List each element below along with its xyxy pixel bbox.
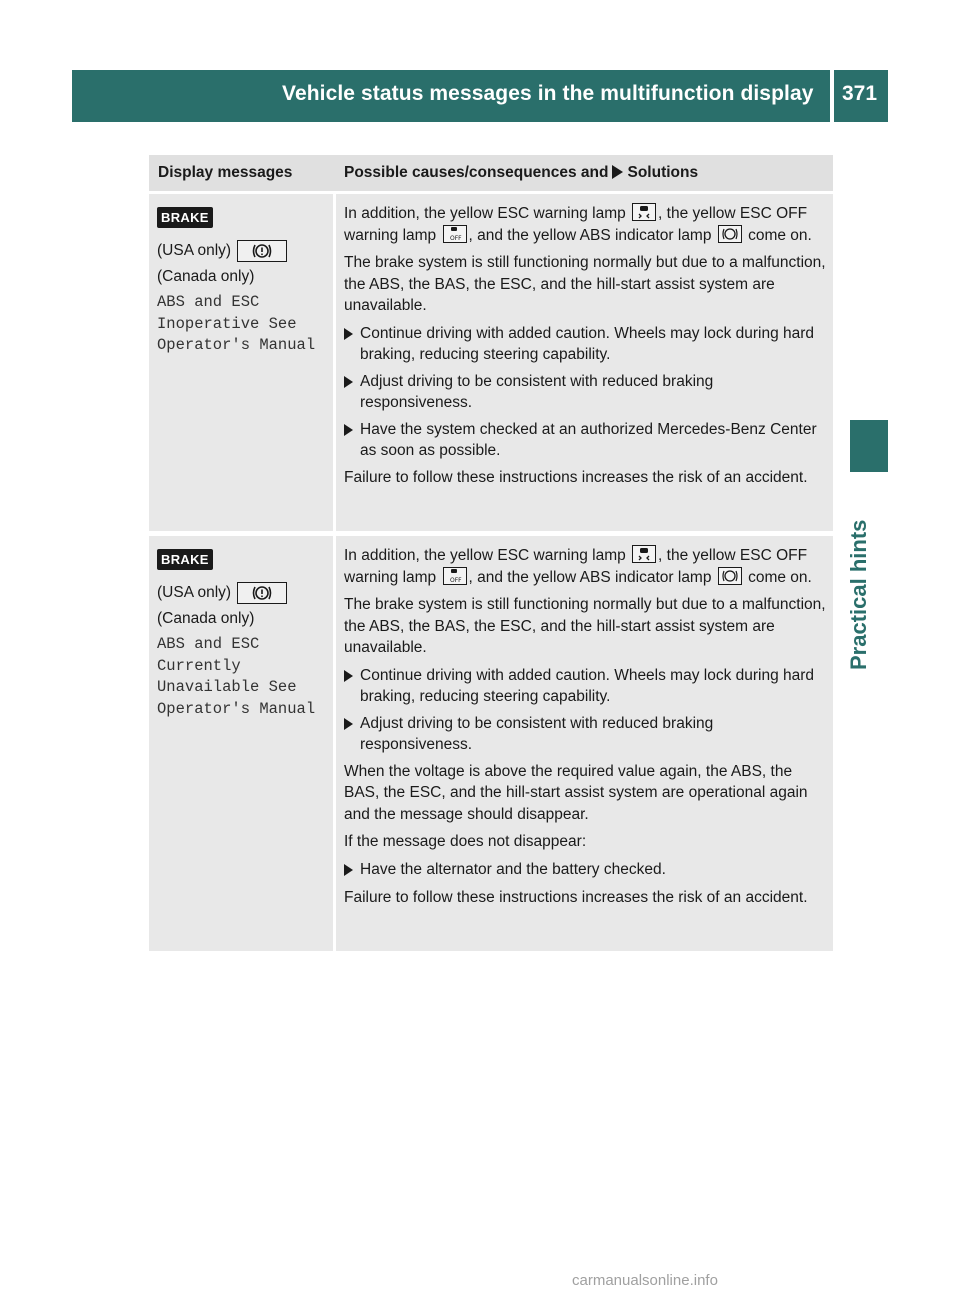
- warning-text: Failure to follow these instructions increases the risk of an accident.: [344, 889, 808, 906]
- page-number: 371: [842, 82, 878, 105]
- step-arrow-icon: [344, 859, 360, 883]
- table-header: [149, 155, 833, 191]
- esc-warning-icon: [632, 545, 656, 563]
- table-row: [149, 191, 833, 531]
- brake-warning-lamp-icon: [237, 582, 287, 604]
- brake-icon: BRAKE: [157, 549, 213, 570]
- recovery-text: When the voltage is above the required value again, the ABS, the BAS, the ESC, and the hill-start assist system are operational again and the message should disappear.: [344, 762, 808, 823]
- solution-step: Adjust driving to be consistent with reduced braking responsiveness.: [344, 371, 827, 414]
- abs-indicator-icon: [718, 567, 742, 585]
- brake-warning-lamp-icon: [237, 240, 287, 262]
- canada-label: (Canada only): [157, 610, 255, 627]
- esc-off-icon: [443, 225, 467, 243]
- section-tab: [850, 420, 888, 472]
- table-row: [149, 531, 833, 951]
- solution-step: Continue driving with added caution. Wheels may lock during hard braking, reducing steering capability.: [344, 665, 827, 708]
- col-header-display: Display messages: [158, 164, 293, 181]
- step-arrow-icon: [344, 371, 360, 414]
- esc-warning-icon: [632, 203, 656, 221]
- display-message: ABS and ESC Currently Unavailable See Operator's Manual: [157, 635, 316, 718]
- svg-text:OFF: OFF: [449, 234, 462, 241]
- section-label: Practical hints: [846, 519, 871, 670]
- display-cell: [149, 194, 336, 531]
- display-message: ABS and ESC Inoperative See Operator's Manual: [157, 293, 316, 354]
- display-cell: [149, 536, 336, 951]
- cause-text: The brake system is still functioning normally but due to a malfunction, the ABS, the BAS, the ESC, and the hill-start assist system are unavailable.: [344, 254, 826, 314]
- header-divider: [830, 70, 834, 122]
- solution-cell: [336, 536, 833, 951]
- warning-text: Failure to follow these instructions increases the risk of an accident.: [344, 468, 808, 486]
- col-header-solutions: Possible causes/consequences and Solutions: [344, 164, 699, 181]
- condition-text: If the message does not disappear:: [344, 833, 587, 850]
- watermark: carmanualsonline.info: [572, 1272, 718, 1289]
- esc-off-icon: [443, 567, 467, 585]
- usa-label: (USA only): [157, 242, 232, 259]
- chapter-title: Vehicle status messages in the multifunction display: [282, 82, 814, 105]
- arrow-right-icon: [612, 165, 623, 179]
- cause-text: The brake system is still functioning normally but due to a malfunction, the ABS, the BAS, the ESC, and the hill-start assist system are unavailable.: [344, 596, 826, 656]
- solution-step: Adjust driving to be consistent with reduced braking responsiveness.: [344, 713, 827, 756]
- messages-table: [149, 155, 833, 951]
- step-arrow-icon: [344, 419, 360, 462]
- usa-label: (USA only): [157, 584, 232, 601]
- solution-step: Have the alternator and the battery checked.: [344, 859, 827, 883]
- step-arrow-icon: [344, 713, 360, 756]
- canada-label: (Canada only): [157, 268, 255, 285]
- solution-step: Continue driving with added caution. Wheels may lock during hard braking, reducing steering capability.: [344, 323, 827, 366]
- abs-indicator-icon: [718, 225, 742, 243]
- intro-text: In addition, the yellow ESC warning lamp , the yellow ESC OFF warning lamp OFF , and the yellow ABS indicator lamp come on.: [344, 205, 812, 244]
- solution-step: Have the system checked at an authorized Mercedes-Benz Center as soon as possible.: [344, 419, 827, 462]
- step-arrow-icon: [344, 665, 360, 708]
- brake-icon: BRAKE: [157, 207, 213, 228]
- page-header: [72, 70, 888, 122]
- solution-cell: [336, 194, 833, 531]
- intro-text: In addition, the yellow ESC warning lamp , the yellow ESC OFF warning lamp OFF , and the yellow ABS indicator lamp come on.: [344, 547, 812, 586]
- svg-text:OFF: OFF: [449, 576, 462, 583]
- step-arrow-icon: [344, 323, 360, 366]
